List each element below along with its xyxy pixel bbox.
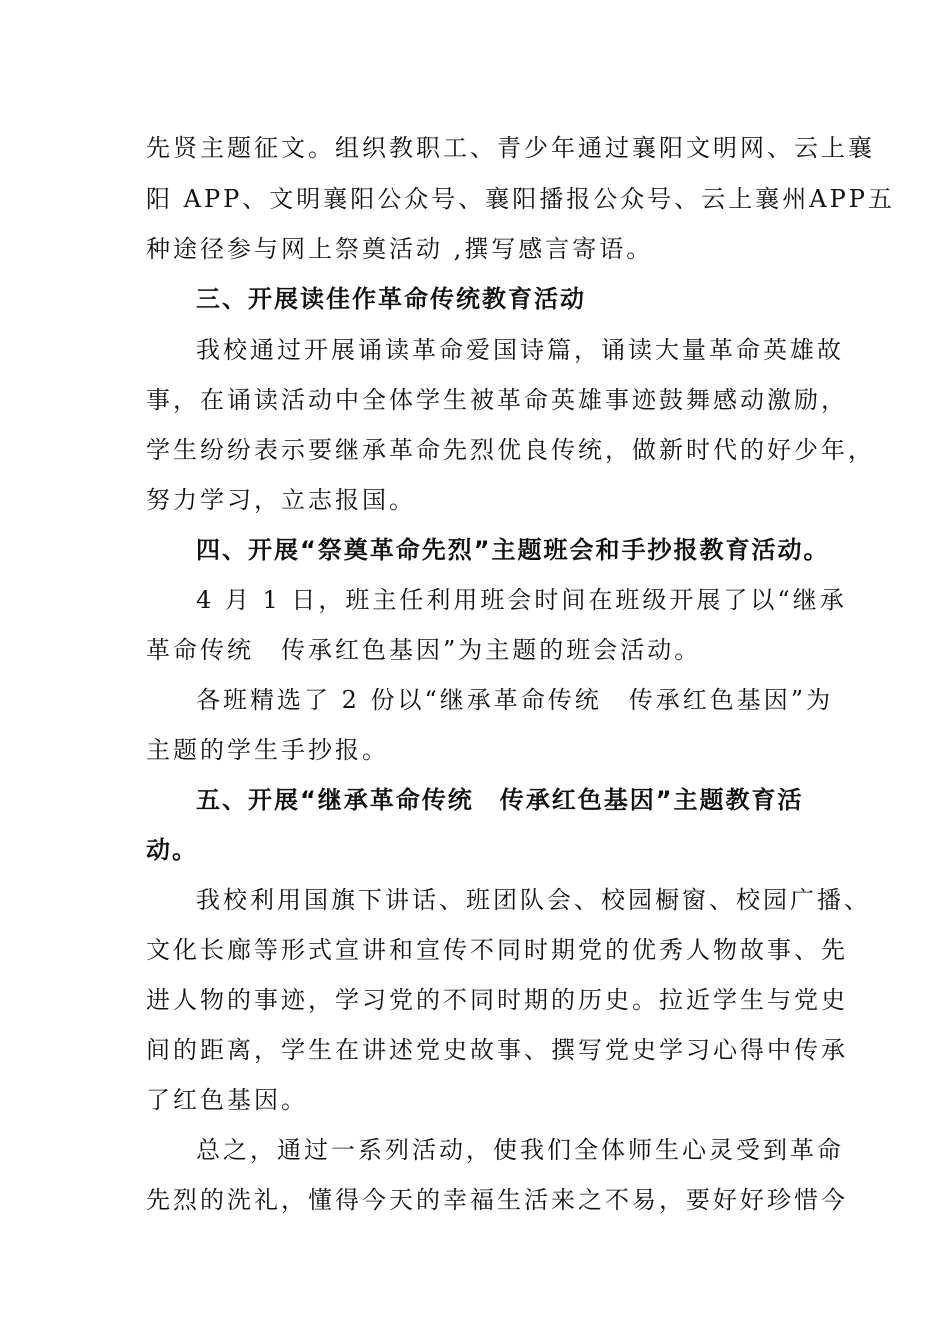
body-text-line: 我校通过开展诵读革命爱国诗篇，诵读大量革命英雄故 [196, 336, 844, 364]
body-text-line: 间的距离，学生在讲述党史故事、撰写党史学习心得中传承 [146, 1036, 848, 1064]
body-text-line: 文化长廊等形式宣讲和宣传不同时期党的优秀人物故事、先 [146, 936, 848, 964]
body-text-line: 各班精选了 2 份以“继承革命传统 传承红色基因”为 [196, 686, 834, 714]
body-text-line: 努力学习，立志报国。 [146, 486, 416, 514]
body-text-line: 4 月 1 日，班主任利用班会时间在班级开展了以“继承 [196, 586, 847, 614]
body-text-line: 事，在诵读活动中全体学生被革命英雄事迹鼓舞感动激励， [146, 386, 848, 414]
body-text-line: 种途径参与网上祭奠活动 ,撰写感言寄语。 [146, 235, 654, 263]
body-text-line: 我校利用国旗下讲话、班团队会、校园橱窗、校园广播、 [196, 886, 871, 914]
body-text-line: 革命传统 传承红色基因”为主题的班会活动。 [146, 636, 702, 664]
section-heading-5: 五、开展“继承革命传统 传承红色基因”主题教育活 [196, 786, 804, 814]
section-heading-5-continued: 动。 [146, 836, 198, 864]
body-text-line: 学生纷纷表示要继承革命先烈优良传统，做新时代的好少年， [146, 436, 875, 464]
body-text-line: 先烈的洗礼，懂得今天的幸福生活来之不易，要好好珍惜今 [146, 1186, 848, 1214]
body-text-line: 了红色基因。 [146, 1086, 308, 1114]
body-text-line: 主题的学生手抄报。 [146, 736, 389, 764]
body-text-line: 阳 APP、文明襄阳公众号、襄阳播报公众号、云上襄州APP五 [146, 185, 895, 213]
section-heading-4: 四、开展“祭奠革命先烈”主题班会和手抄报教育活动。 [196, 536, 830, 564]
body-text-line: 进人物的事迹，学习党的不同时期的历史。拉近学生与党史 [146, 986, 848, 1014]
section-heading-3: 三、开展读佳作革命传统教育活动 [196, 285, 586, 313]
body-text-line: 先贤主题征文。组织教职工、青少年通过襄阳文明网、云上襄 [146, 134, 875, 162]
body-text-line: 总之，通过一系列活动，使我们全体师生心灵受到革命 [196, 1136, 844, 1164]
